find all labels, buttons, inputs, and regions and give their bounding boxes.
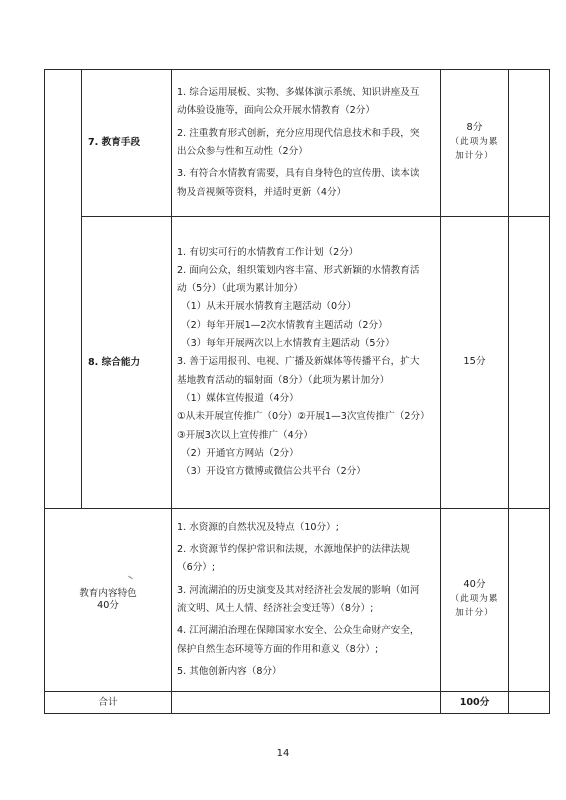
total-value: 100分: [441, 692, 509, 714]
criteria-line: 基地教育活动的辐射面（8分）（此项为累计加分）: [177, 374, 390, 386]
scoring-table: [44, 69, 550, 714]
criteria-line: （3）开设官方微博或微信公共平台（2分）: [181, 466, 366, 478]
score-cell: [441, 70, 509, 217]
criteria-line: （3）每年开展两次以上水情教育主题活动（5分）: [181, 338, 395, 350]
table-row: [45, 509, 550, 692]
score-value: 8分: [466, 122, 483, 134]
score-note: （此项为累: [450, 593, 499, 604]
blank-cell: [509, 509, 550, 692]
blank-cell: [509, 70, 550, 217]
criteria-line: 2. 面向公众，组织策划内容丰富、形式新颖的水情教育活: [177, 264, 420, 276]
criteria-line: （6分）;: [177, 562, 216, 574]
criteria-line: （1）从未开展水情教育主题活动（0分）: [181, 301, 357, 313]
score-cell: [441, 217, 509, 509]
section-title: 教育内容特色: [79, 588, 137, 600]
page-number: 14: [276, 748, 290, 759]
score-note: （此项为累: [450, 136, 499, 147]
blank-cell: [509, 692, 550, 714]
criteria-line: 物及音视频等资料，并适时更新（4分）: [177, 186, 347, 198]
criteria-line: 动（5分）（此项为累计加分）: [177, 283, 304, 295]
criteria-line: 流文明、风土人情、经济社会变迁等）（8分）;: [177, 603, 374, 614]
criteria-line: 1. 有切实可行的水情教育工作计划（2分）: [177, 246, 359, 258]
score-note: 加计分）: [455, 608, 494, 619]
blank-cell: [509, 217, 550, 509]
score-cell: [441, 509, 509, 692]
section-points: 40分: [97, 600, 119, 611]
criteria-line: 4. 江河湖泊治理在保障国家水安全、公众生命财产安全，: [177, 625, 420, 637]
criteria-line: 1. 水资源的自然状况及特点（10分）;: [177, 521, 339, 533]
criteria-line: 3. 善于运用报刊、电视、广播及新媒体等传播平台，扩大: [177, 356, 420, 368]
criteria-cell: [172, 217, 441, 509]
criteria-line: 2. 水资源节约保护常识和法规，水源地保护的法律法规: [177, 544, 410, 556]
category-cell: 7. 教育手段: [82, 70, 172, 217]
score-value: 40分: [463, 579, 486, 591]
criteria-line: 出公众参与性和互动性（2分）: [177, 146, 308, 157]
criteria-line: 动体验设施等，面向公众开展水情教育（2分）: [177, 105, 375, 117]
criteria-line: 2. 注重教育形式创新，充分应用现代信息技术和手段，突: [177, 127, 420, 139]
criteria-line: 1. 综合运用展板、实物、多媒体演示系统、知识讲座及互: [177, 87, 420, 99]
criteria-line: ①从未开展宣传推广（0分）②开展1—3次宣传推广（2分）: [177, 411, 430, 423]
total-row: [45, 692, 550, 714]
criteria-line: （2）每年开展1—2次水情教育主题活动（2分）: [181, 319, 388, 331]
table-row: [45, 217, 550, 509]
blank-cell: [45, 70, 82, 509]
score-note: 加计分）: [455, 151, 494, 162]
criteria-line: 5. 其他创新内容（8分）: [177, 665, 282, 677]
table-row: [45, 70, 550, 217]
criteria-cell: [172, 70, 441, 217]
criteria-line: （1）媒体宣传报道（4分）: [181, 392, 299, 404]
blank-cell: [172, 692, 441, 714]
criteria-line: 保护自然生态环境等方面的作用和意义（8分）;: [177, 643, 379, 655]
section-label-cell: [45, 509, 172, 692]
criteria-line: 3. 河流湖泊的历史演变及其对经济社会发展的影响（如河: [177, 584, 420, 596]
score-value: 15分: [463, 356, 486, 368]
total-label: 合计: [45, 692, 172, 714]
criteria-line: （2）开通官方网站（2分）: [181, 447, 299, 459]
criteria-line: ③开展3次以上宣传推广（4分）: [177, 429, 313, 441]
category-cell: 8. 综合能力: [82, 217, 172, 509]
criteria-line: 3. 有符合水情教育需要，具有自身特色的宣传册、读本读: [177, 168, 420, 180]
criteria-cell: [172, 509, 441, 692]
